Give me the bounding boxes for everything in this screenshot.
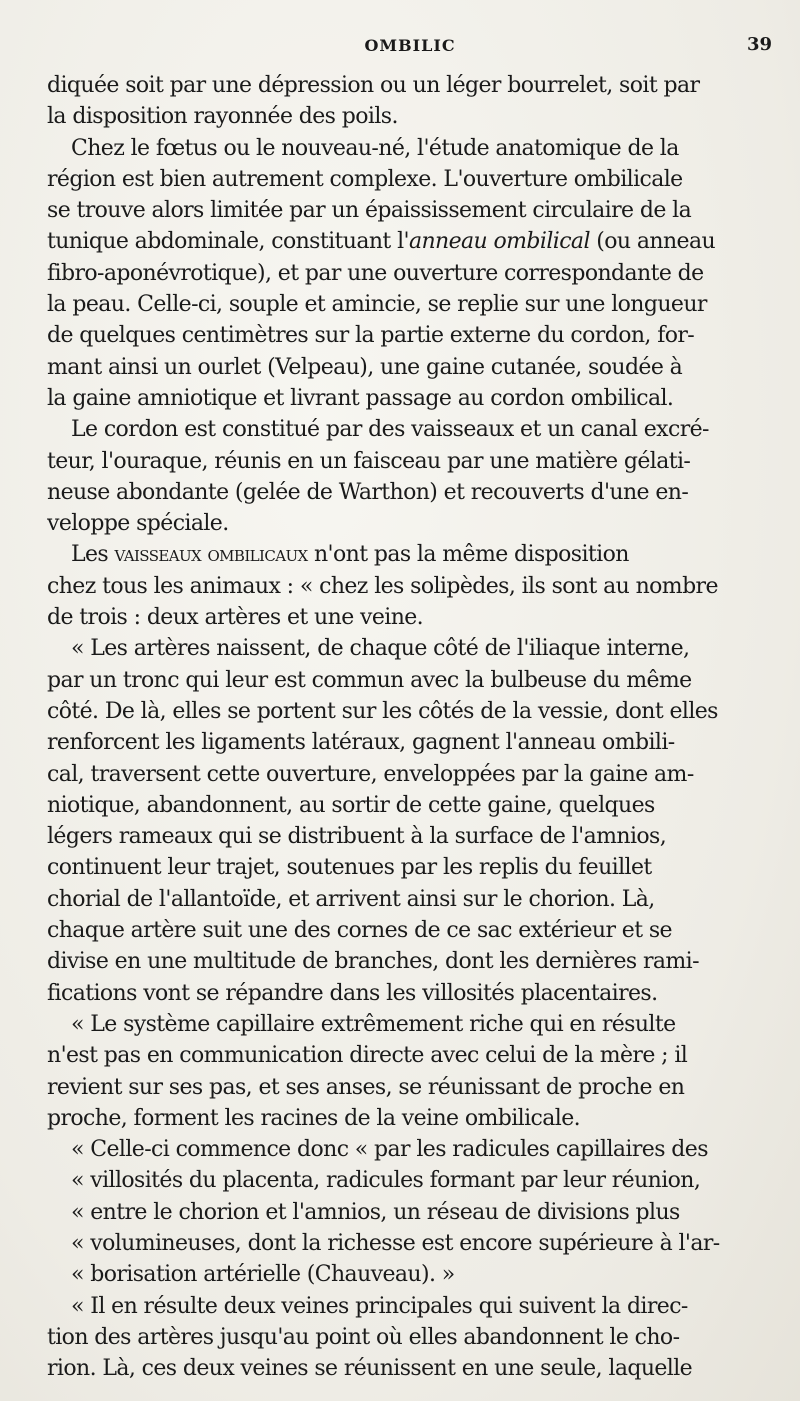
text-line: « Les artères naissent, de chaque côté de l'iliaque interne,: [71, 636, 690, 662]
text-line: par un tronc qui leur est commun avec la bulbeuse du même: [47, 667, 692, 693]
text-line: fibro-aponévrotique), et par une ouverture correspondante de: [47, 260, 704, 286]
text-line: rion. Là, ces deux veines se réunissent en une seule, laquelle: [47, 1356, 693, 1382]
text-line: neuse abondante (gelée de Warthon) et recouverts d'une en-: [47, 479, 689, 505]
page-number: 39: [746, 34, 772, 55]
page-header: [0, 34, 800, 58]
text-line: la peau. Celle-ci, souple et amincie, se replie sur une longueur: [47, 292, 707, 318]
text-line: tion des artères jusqu'au point où elles abandonnent le cho-: [47, 1324, 680, 1350]
text-line: fications vont se répandre dans les villosités placentaires.: [47, 980, 658, 1006]
text-line: la gaine amniotique et livrant passage au cordon ombilical.: [47, 385, 674, 411]
text-line: Le cordon est constitué par des vaisseaux et un canal excré-: [71, 417, 709, 443]
text-line: se trouve alors limitée par un épaississement circulaire de la: [47, 198, 692, 224]
text-line: région est bien autrement complexe. L'ouverture ombilicale: [47, 166, 683, 192]
text-line: continuent leur trajet, soutenues par les replis du feuillet: [47, 855, 652, 881]
text-line: « Il en résulte deux veines principales qui suivent la direc-: [71, 1293, 688, 1319]
text-line: renforcent les ligaments latéraux, gagnent l'anneau ombili-: [47, 730, 675, 756]
text-line: chorial de l'allantoïde, et arrivent ainsi sur le chorion. Là,: [47, 886, 655, 912]
text-segment: Les: [71, 542, 115, 568]
text-line: « Celle-ci commence donc « par les radicules capillaires des: [71, 1137, 708, 1163]
text-line: proche, forment les racines de la veine ombilicale.: [47, 1105, 581, 1131]
text-segment: (ou anneau: [589, 229, 716, 255]
text-line: diquée soit par une dépression ou un léger bourrelet, soit par: [47, 73, 700, 98]
text-line: revient sur ses pas, et ses anses, se réunissant de proche en: [47, 1074, 685, 1100]
text-line: chaque artère suit une des cornes de ce sac extérieur et se: [47, 918, 672, 944]
text-line: « volumineuses, dont la richesse est encore supérieure à l'ar-: [71, 1230, 720, 1256]
running-title: OMBILIC: [364, 36, 456, 55]
text-line: n'est pas en communication directe avec celui de la mère ; il: [47, 1043, 688, 1069]
text-line: « borisation artérielle (Chauveau). »: [71, 1262, 455, 1288]
text-line: côté. De là, elles se portent sur les côtés de la vessie, dont elles: [47, 698, 718, 724]
text-segment: n'ont pas la même disposition: [307, 542, 629, 568]
text-line: niotique, abandonnent, au sortir de cette gaine, quelques: [47, 792, 655, 818]
text-line: « Le système capillaire extrêmement riche qui en résulte: [71, 1011, 676, 1037]
text-line: veloppe spéciale.: [47, 511, 229, 537]
text-line: de trois : deux artères et une veine.: [47, 605, 424, 631]
text-line: mant ainsi un ourlet (Velpeau), une gaine cutanée, soudée à: [47, 354, 683, 380]
text-line: teur, l'ouraque, réunis en un faisceau par une matière gélati-: [47, 448, 691, 474]
small-caps-term: vaisseaux ombilicaux: [114, 542, 308, 568]
text-line: Chez le fœtus ou le nouveau-né, l'étude anatomique de la: [71, 135, 679, 161]
text-line: divise en une multitude de branches, dont les dernières rami-: [47, 949, 699, 975]
text-line: la disposition rayonnée des poils.: [47, 104, 398, 130]
text-segment: tunique abdominale, constituant l': [47, 229, 409, 255]
text-line: chez tous les animaux : « chez les solipèdes, ils sont au nombre: [47, 573, 718, 599]
text-line: [47, 539, 765, 570]
text-line: légers rameaux qui se distribuent à la surface de l'amnios,: [47, 824, 667, 850]
text-line: « entre le chorion et l'amnios, un réseau de divisions plus: [71, 1199, 680, 1225]
text-line: [47, 226, 765, 257]
text-line: de quelques centimètres sur la partie externe du cordon, for-: [47, 323, 695, 349]
text-line: « villosités du placenta, radicules formant par leur réunion,: [71, 1168, 701, 1194]
body-text: [47, 70, 765, 1384]
italic-term: anneau ombilical: [408, 229, 590, 255]
text-line: cal, traversent cette ouverture, enveloppées par la gaine am-: [47, 761, 694, 787]
